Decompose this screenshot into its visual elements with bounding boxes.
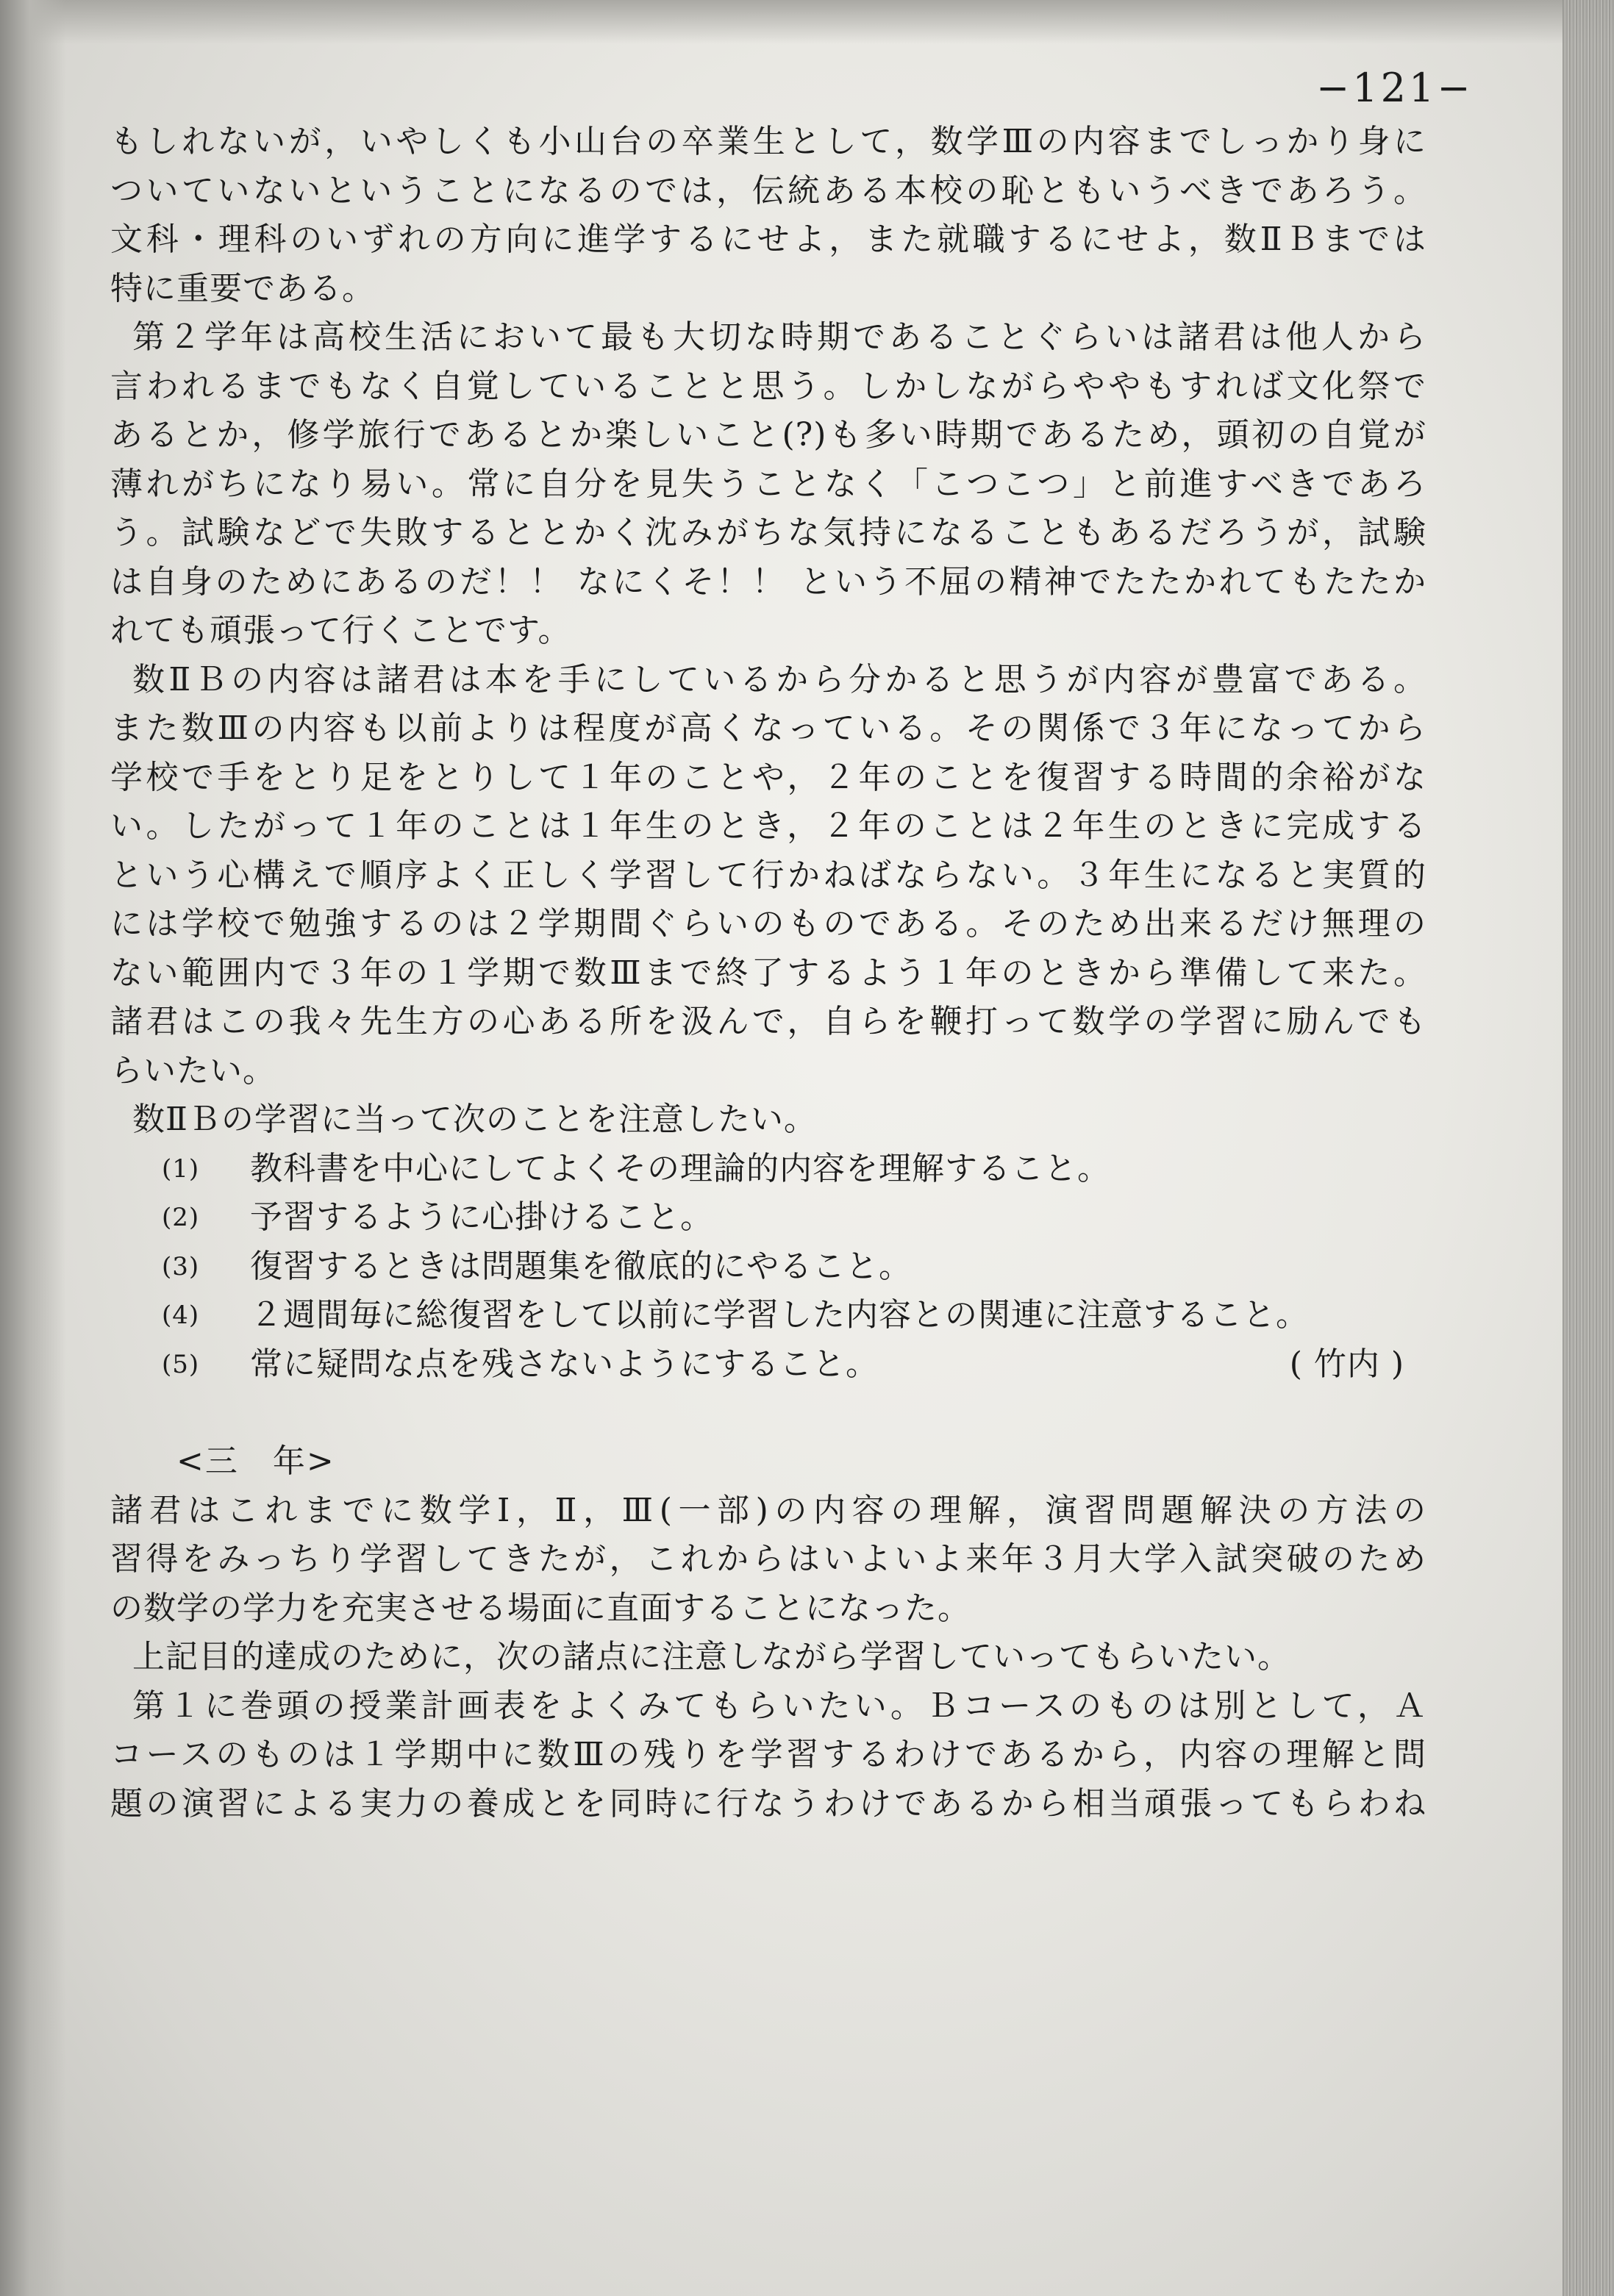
text-line: は自身のためにあるのだ！！ なにくそ！！ という不屈の精神でたたかれてもたたか: [110, 562, 1426, 601]
section-gap: [110, 1389, 1426, 1437]
author-name: ( 竹内 ): [1289, 1345, 1404, 1383]
list-item: [110, 1193, 1426, 1242]
text-line: う。試験などで失敗するととかく沈みがちな気持になることもあるだろうが，試験: [110, 514, 1426, 551]
text-line: 数ⅡＢの内容は諸君は本を手にしているから分かると思うが内容が豊富である。: [132, 660, 1426, 698]
text-line: あるとか，修学旅行であるとか楽しいこと(?)も多い時期であるため，頭初の自覚が: [110, 416, 1426, 454]
list-item-number: (2): [162, 1203, 200, 1232]
text-line: 習得をみっちり学習してきたが，これからはいよいよ来年３月大学入試突破のため: [110, 1540, 1426, 1578]
text-line: 上記目的達成のために，次の諸点に注意しながら学習していってもらいたい。: [132, 1638, 1290, 1675]
text-line: い。したがって１年のことは１年生のとき，２年のことは２年生のときに完成する: [110, 807, 1426, 845]
text-line: 第１に巻頭の授業計画表をよくみてもらいたい。Ｂコースのものは別として，Ａ: [132, 1687, 1426, 1725]
text-line: 薄れがちになり易い。常に自分を見失うことなく「こつこつ」と前進すべきであろ: [110, 465, 1426, 503]
text-line: ついていないということになるのでは，伝統ある本校の恥ともいうべきであろう。: [110, 171, 1426, 210]
section-heading: <三 年>: [176, 1442, 335, 1480]
text-line: コースのものは１学期中に数Ⅲの残りを学習するわけであるから，内容の理解と問: [110, 1736, 1426, 1773]
text-line: 第２学年は高校生活において最も大切な時期であることぐらいは諸君は他人から: [132, 318, 1426, 356]
text-line: 諸君はこの我々先生方の心ある所を汲んで，自らを鞭打って数学の学習に励んでも: [110, 1003, 1426, 1040]
text-line: れても頑張って行くことです。: [110, 612, 571, 649]
book-page-edges: [1563, 0, 1614, 2296]
text-line: 題の演習による実力の養成とを同時に行なうわけであるから相当頑張ってもらわね: [110, 1784, 1426, 1823]
list-item: [110, 1242, 1426, 1292]
text-line: には学校で勉強するのは２学期間ぐらいのものである。そのため出来るだけ無理の: [110, 905, 1426, 943]
list-item-number: (5): [162, 1349, 200, 1379]
list-item-text: 復習するときは問題集を徹底的にやること。: [250, 1247, 912, 1285]
text-line: の数学の学力を充実させる場面に直面することになった。: [110, 1589, 971, 1627]
list-item-text: ２週間毎に総復習をして以前に学習した内容との関連に注意すること。: [250, 1296, 1309, 1334]
list-item: [110, 1145, 1426, 1194]
page-shadow-top: [0, 0, 1614, 44]
list-item-text: 予習するように心掛けること。: [250, 1198, 713, 1236]
text-line: 学校で手をとり足をとりして１年のことや，２年のことを復習する時間的余裕がな: [110, 758, 1426, 796]
page-number: −121−: [1316, 65, 1474, 111]
list-item: [110, 1340, 1426, 1390]
page-shadow-left: [0, 0, 66, 2296]
list-item-number: (1): [162, 1154, 200, 1184]
text-line: 文科・理科のいずれの方向に進学するにせよ，また就職するにせよ，数ⅡＢまでは: [110, 221, 1426, 258]
list-item-number: (4): [162, 1301, 200, 1330]
list-item: [110, 1291, 1426, 1340]
page-body: [110, 118, 1426, 1828]
text-line: もしれないが，いやしくも小山台の卒業生として，数学Ⅲの内容までしっかり身に: [110, 123, 1426, 160]
list-item-text: 教科書を中心にしてよくその理論的内容を理解すること。: [250, 1149, 1110, 1187]
text-line: 言われるまでもなく自覚していることと思う。しかしながらややもすれば文化祭で: [110, 367, 1426, 405]
text-line: 特に重要である。: [110, 269, 375, 307]
list-item-text: 常に疑問な点を残さないようにすること。: [250, 1345, 879, 1383]
text-line: 数ⅡＢの学習に当って次のことを注意したい。: [132, 1101, 817, 1138]
text-line: という心構えで順序よく正しく学習して行かねばならない。３年生になると実質的: [110, 856, 1426, 894]
list-item-number: (3): [162, 1251, 200, 1281]
text-line: また数Ⅲの内容も以前よりは程度が高くなっている。その関係で３年になってから: [110, 709, 1426, 747]
text-line: 諸君はこれまでに数学Ⅰ，Ⅱ，Ⅲ(一部)の内容の理解，演習問題解決の方法の: [110, 1491, 1426, 1529]
text-line: らいたい。: [110, 1051, 276, 1090]
text-line: ない範囲内で３年の１学期で数Ⅲまで終了するよう１年のときから準備して来た。: [110, 954, 1426, 992]
